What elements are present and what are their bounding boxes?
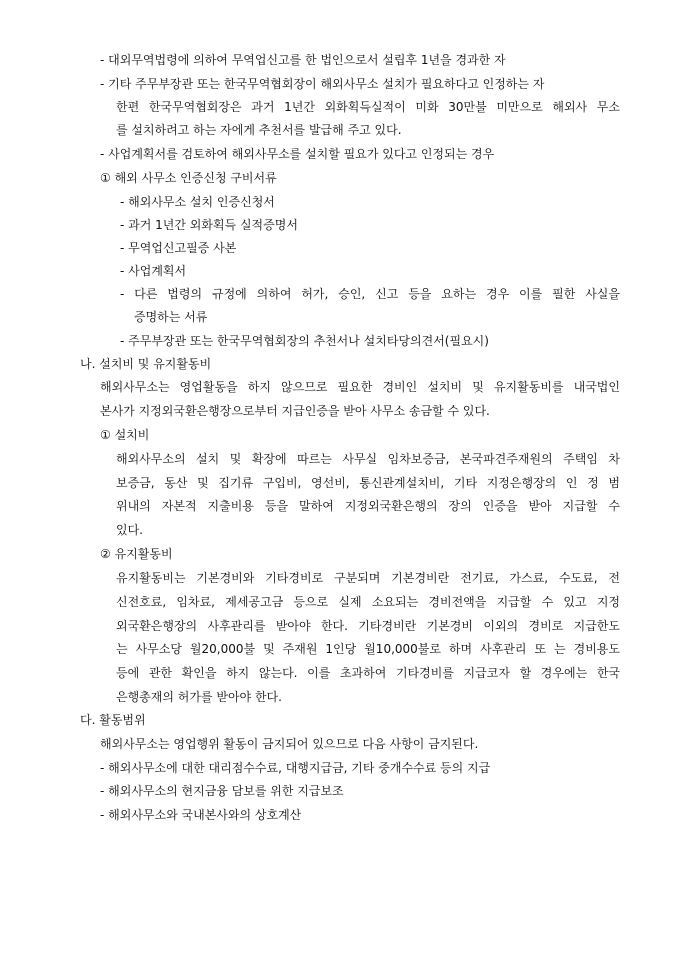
numbered-heading: ② 유지활동비 [100,547,173,561]
numbered-heading: ① 해외 사무소 인증신청 구비서류 [100,171,277,185]
list-item: - 해외사무소와 국내본사와의 상호계산 [100,808,302,822]
paragraph-line: 유지활동비는 기본경비와 기타경비로 구분되며 기본경비란 전기료, 가스료, 수도료, 전 [116,571,620,585]
numbered-heading: ① 설치비 [100,428,150,442]
paragraph-line: 는 사무소당 월20,000불 및 주재원 1인당 월10,000불로 하며 사후관리 또 는 경비용도 [116,642,620,656]
list-item: - 사업계획서를 검토하여 해외사무소를 설치할 필요가 있다고 인정되는 경우 [100,147,495,161]
list-item: - 해외사무소의 현지금융 담보를 위한 지급보조 [100,784,344,798]
paragraph-line: 신전호료, 임차료, 제세공고금 등으로 실제 소요되는 경비전액을 지급할 수 있고 지정 [116,595,620,609]
paragraph-line: 위내의 자본적 지출비용 등을 말하여 지정외국환은행의 장의 인증을 받아 지급할 수 [116,499,620,513]
list-item: - 대외무역법령에 의하여 무역업신고를 한 법인으로서 설립후 1년을 경과한 자 [100,53,506,67]
section-heading: 나. 설치비 및 유지활동비 [80,357,212,371]
paragraph-line: 은행총재의 허가를 받아야 한다. [116,690,282,704]
paragraph-line: 있다. [116,523,143,537]
list-item: - 사업계획서 [120,264,187,278]
list-item: - 주무부장관 또는 한국무역협회장의 추천서나 설치타당의견서(필요시) [120,334,489,348]
paragraph-line: 보증금, 동산 및 집기류 구입비, 영선비, 통신관계설치비, 기타 지정은행장의 인 정 범 [116,476,620,490]
paragraph-line: 외국환은행장의 사후관리를 받아야 한다. 기타경비란 기본경비 이외의 경비로 지급한도 [116,619,620,633]
list-item: - 기타 주무부장관 또는 한국무역협회장이 해외사무소 설치가 필요하다고 인정하는 자 [100,77,545,91]
paragraph-line: 해외사무소는 영업활동을 하지 않으므로 필요한 경비인 설치비 및 유지활동비를 내국법인 [100,380,620,394]
list-item: - 무역업신고필증 사본 [120,241,237,255]
paragraph-line: 해외사무소는 영업행위 활동이 금지되어 있으므로 다음 사항이 금지된다. [100,737,479,751]
list-item: - 다른 법령의 규정에 의하여 허가, 승인, 신고 등을 요하는 경우 이를 필한 사실을 [120,287,620,301]
list-item: - 해외사무소 설치 인증신청서 [120,195,275,209]
paragraph-line: 한편 한국무역협회장은 과거 1년간 외화획득실적이 미화 30만불 미만으로 해외사 무소 [116,100,620,114]
list-item: - 과거 1년간 외화획득 실적증명서 [120,218,298,232]
section-heading: 다. 활동범위 [80,713,146,727]
paragraph-line: 증명하는 서류 [134,310,208,324]
paragraph-line: 본사가 지정외국환은행장으로부터 지급인증을 받아 사무소 송금할 수 있다. [100,404,490,418]
list-item: - 해외사무소에 대한 대리점수수료, 대행지급금, 기타 중개수수료 등의 지급 [100,761,491,775]
paragraph-line: 를 설치하려고 하는 자에게 추천서를 발급해 주고 있다. [116,123,402,137]
paragraph-line: 등에 관한 확인을 하지 않는다. 이를 초과하여 기타경비를 지급코자 할 경우에는 한국 [116,666,620,680]
paragraph-line: 해외사무소의 설치 및 확장에 따르는 사무실 임차보증금, 본국파견주재원의 주택임 차 [116,452,620,466]
